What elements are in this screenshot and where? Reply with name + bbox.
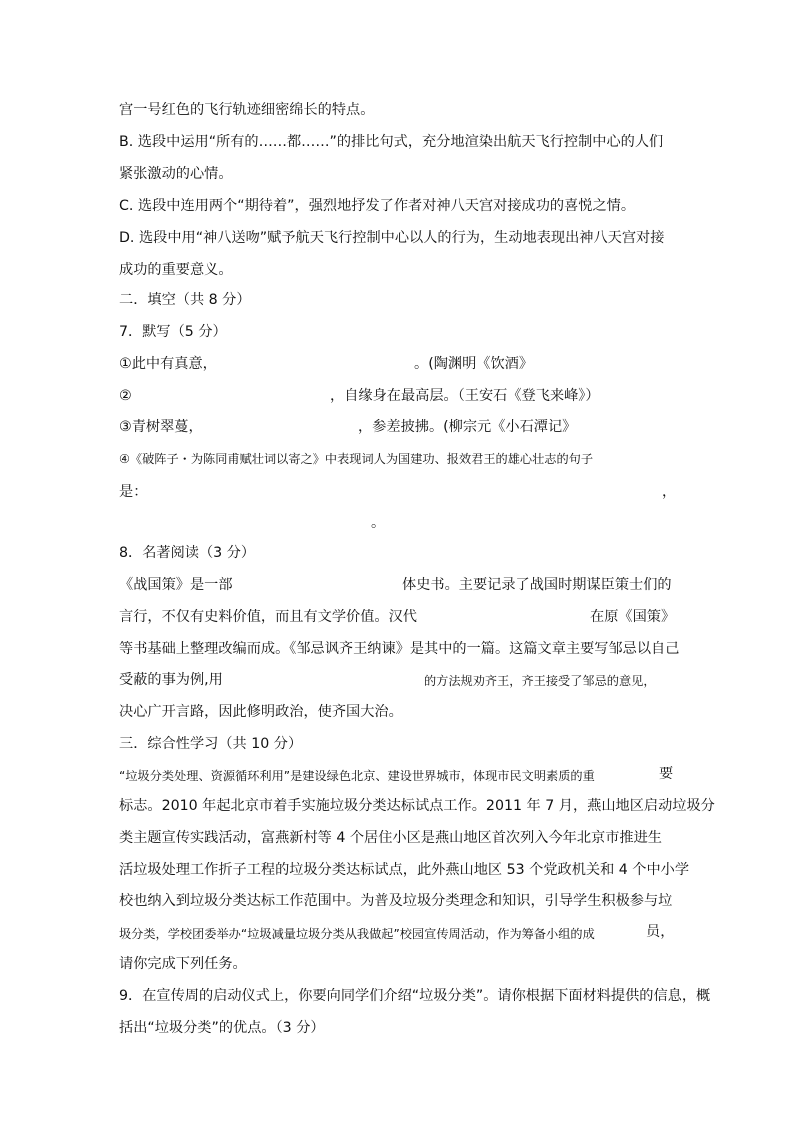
text-line: 紧张激动的心情。 <box>119 166 233 182</box>
paragraph-line-tail: 员， <box>646 924 675 940</box>
paragraph-line: 圾分类，学校团委举办“垃圾减量垃圾分类从我做起”校园宣传周活动，作为筹备小组的成 <box>119 927 595 941</box>
paragraph-line: 标志。2010 年起北京市着手实施垃圾分类达标试点工作。2011 年 7 月，燕山地区启动垃圾分 <box>119 798 715 814</box>
fill-blank-3-suffix: ，参差披拂。(柳宗元《小石潭记》 <box>358 419 577 435</box>
option-d: D. 选段中用“神八送吻”赋予航天飞行控制中心以人的行为，生动地表现出神八天宫对接 <box>119 230 665 246</box>
reading-line-3: 等书基础上整理改编而成。《邹忌讽齐王纳谏》是其中的一篇。这篇文章主要写邹忌以自己 <box>119 641 680 657</box>
text-line: 成功的重要意义。 <box>119 262 233 278</box>
reading-line-1b: 体史书。主要记录了战国时期谋臣策士们的 <box>402 577 672 593</box>
fill-blank-2-prefix: ② <box>119 388 132 404</box>
section-heading: 三．综合性学习（共 10 分） <box>119 736 303 752</box>
reading-line-1a: 《战国策》是一部 <box>119 577 233 593</box>
question-9: 9．在宣传周的启动仪式上，你要向同学们介绍“垃圾分类”。请你根据下面材料提供的信息，概 <box>119 988 711 1004</box>
reading-line-2a: 言行，不仅有史料价值，而且有文学价值。汉代 <box>119 609 417 625</box>
reading-line-5: 决心广开言路，因此修明政治，使齐国大治。 <box>119 704 403 720</box>
question-9-line-2: 括出“垃圾分类”的优点。（3 分） <box>119 1020 325 1036</box>
fill-blank-4-end: 。 <box>371 515 386 531</box>
section-heading: 二．填空（共 8 分） <box>119 292 251 308</box>
fill-blank-1 <box>119 354 217 374</box>
paragraph-line: 类主题宣传实践活动，富燕新村等 4 个居住小区是燕山地区首次列入今年北京市推进生 <box>119 830 662 846</box>
question-heading: 8．名著阅读（3 分） <box>119 545 256 561</box>
question-heading: 7．默写（5 分） <box>119 324 227 340</box>
paragraph-line: 请你完成下列任务。 <box>119 956 247 972</box>
fill-blank-2-suffix: ，自缘身在最高层。（王安石《登飞来峰》） <box>330 388 600 404</box>
option-b: B. 选段中运用“所有的……都……”的排比句式，充分地渲染出航天飞行控制中心的人们 <box>119 134 664 150</box>
fill-blank-4-prefix: 是： <box>119 484 148 500</box>
reading-line-4b: 的方法规劝齐王，齐王接受了邹忌的意见， <box>424 674 656 688</box>
fill-blank-4-comma: ， <box>662 484 677 500</box>
paragraph-line: 校也纳入到垃圾分类达标工作范围中。为普及垃圾分类理念和知识，引导学生积极参与垃 <box>119 893 673 909</box>
fill-blank-4: ④《破阵子・为陈同甫赋壮词以寄之》中表现词人为国建功、报效君王的雄心壮志的句子 <box>119 452 594 466</box>
paragraph-line: 活垃圾处理工作折子工程的垃圾分类达标试点，此外燕山地区 53 个党政机关和 4 个中小学 <box>119 862 690 878</box>
reading-line-4a: 受蔽的事为例,用 <box>119 672 223 688</box>
blank-suffix: 。(陶渊明《饮酒》 <box>414 356 534 372</box>
fill-blank-3-prefix: ③青树翠蔓， <box>119 419 203 435</box>
paragraph-line: “垃圾分类处理、资源循环利用”是建设绿色北京、建设世界城市，体现市民文明素质的重 <box>119 769 595 783</box>
blank-prefix: ①此中有真意， <box>119 356 217 372</box>
text-line: 宫一号红色的飞行轨迹细密绵长的特点。 <box>119 102 375 118</box>
paragraph-line-tail: 要 <box>659 766 674 782</box>
reading-line-2b: 在原《国策》 <box>590 609 676 625</box>
option-c: C. 选段中连用两个“期待着”，强烈地抒发了作者对神八天宫对接成功的喜悦之情。 <box>119 198 636 214</box>
